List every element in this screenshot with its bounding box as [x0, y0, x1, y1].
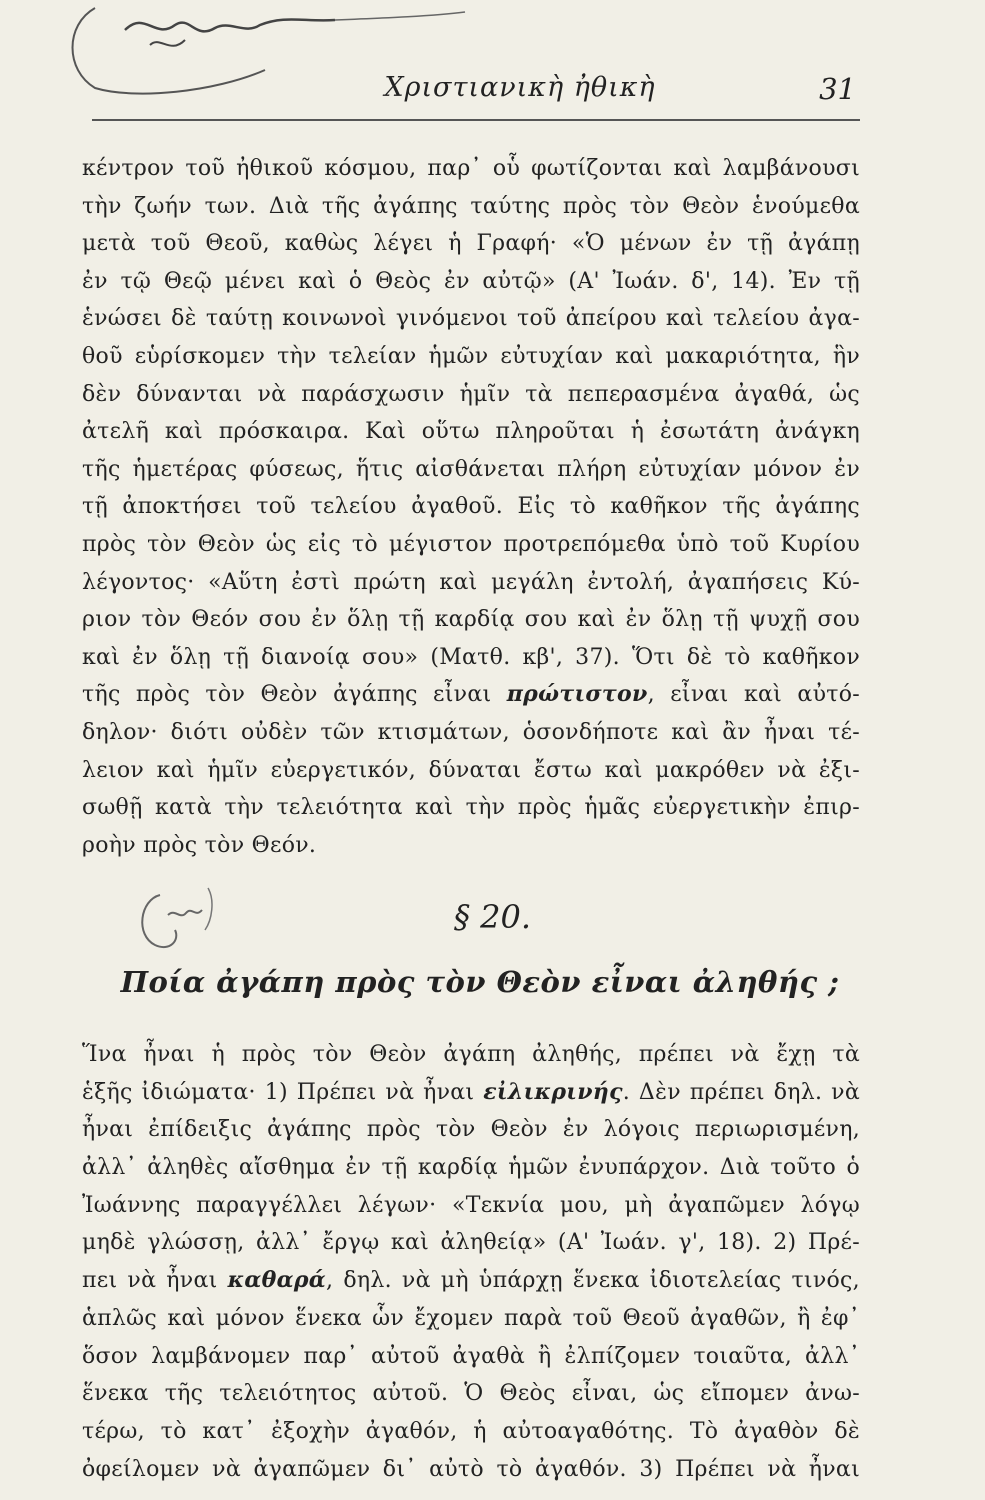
section-number: § 20. — [453, 898, 532, 936]
header-rule — [92, 119, 860, 121]
paragraph-1 — [82, 150, 860, 864]
text-line: δὲν δύνανται νὰ παράσχωσιν ἡμῖν τὰ πεπερασμένα ἀγαθά, ὡς — [82, 381, 860, 407]
text-line: μηδὲ γλώσσῃ, ἀλλ᾿ ἔργῳ καὶ ἀληθείᾳ» (Α' Ἰωάν. γ', 18). 2) Πρέ- — [82, 1230, 860, 1256]
text-line: Ἵνα ἦναι ἡ πρὸς τὸν Θεὸν ἀγάπη ἀληθής, πρέπει νὰ ἔχῃ τὰ — [82, 1042, 860, 1067]
text-line: σωθῇ κατὰ τὴν τελειότητα καὶ τὴν πρὸς ἡμᾶς εὐεργετικὴν ἐπιρ- — [82, 795, 860, 821]
text-line: θοῦ εὑρίσκομεν τὴν τελείαν ἡμῶν εὐτυχίαν καὶ μακαριότητα, ἣν — [82, 343, 860, 369]
text-line: Ἰωάννης παραγγέλλει λέγων· «Τεκνία μου, μὴ ἀγαπῶμεν λόγῳ — [82, 1192, 860, 1218]
text-line: καὶ ἐν ὅλῃ τῇ διανοίᾳ σου» (Ματθ. κβ', 37). Ὅτι δὲ τὸ καθῆκον — [82, 644, 860, 670]
text-line: πρὸς τὸν Θεὸν ὡς εἰς τὸ μέγιστον προτρεπόμεθα ὑπὸ τοῦ Κυρίου — [82, 531, 860, 557]
text-line: κέντρον τοῦ ἠθικοῦ κόσμου, παρ᾿ οὗ φωτίζονται καὶ λαμβάνουσι — [82, 156, 860, 181]
page-header — [100, 72, 860, 112]
text-line: ἁπλῶς καὶ μόνον ἕνεκα ὧν ἔχομεν παρὰ τοῦ Θεοῦ ἀγαθῶν, ἢ ἐφ᾿ — [82, 1305, 860, 1331]
text-line: τὴν ζωήν των. Διὰ τῆς ἀγάπης ταύτης πρὸς τὸν Θεὸν ἑνούμεθα — [82, 193, 860, 219]
text-line: πει νὰ ἦναι καθαρά, δηλ. νὰ μὴ ὑπάρχῃ ἕνεκα ἰδιοτελείας τινός, — [82, 1267, 860, 1294]
text-line: τῇ ἀποκτήσει τοῦ τελείου ἀγαθοῦ. Εἰς τὸ καθῆκον τῆς ἀγάπης — [82, 494, 860, 520]
text-line: ριον τὸν Θεόν σου ἐν ὅλῃ τῇ καρδίᾳ σου καὶ ἐν ὅλῃ τῇ ψυχῇ σου — [82, 607, 860, 633]
text-line: ἀτελῆ καὶ πρόσκαιρα. Καὶ οὕτω πληροῦται ἡ ἐσωτάτη ἀνάγκη — [82, 419, 860, 445]
text-line: δηλον· διότι οὐδὲν τῶν κτισμάτων, ὁσονδήποτε καὶ ἂν ἦναι τέ- — [82, 719, 860, 745]
section-title: Ποία ἀγάπη πρὸς τὸν Θεὸν εἶναι ἀληθής ; — [120, 965, 840, 999]
text-line: ροὴν πρὸς τὸν Θεόν. — [82, 832, 317, 858]
text-line: τῆς ἡμετέρας φύσεως, ἥτις αἰσθάνεται πλήρη εὐτυχίαν μόνον ἐν — [82, 456, 860, 482]
running-head: Χριστιανικὴ ἠθικὴ — [384, 72, 656, 103]
text-line: ἀλλ᾿ ἀληθὲς αἴσθημα ἐν τῇ καρδίᾳ ἡμῶν ἐνυπάρχον. Διὰ τοῦτο ὁ — [82, 1155, 860, 1181]
text-line: ὅσον λαμβάνομεν παρ᾿ αὐτοῦ ἀγαθὰ ἢ ἐλπίζομεν τοιαῦτα, ἀλλ᾿ — [82, 1343, 860, 1369]
page-number: 31 — [819, 72, 856, 106]
emphasized-term: καθαρά — [227, 1267, 326, 1294]
text-line: ὀφείλομεν νὰ ἀγαπῶμεν δι᾿ αὐτὸ τὸ ἀγαθόν. 3) Πρέπει νὰ ἦναι — [82, 1456, 860, 1482]
text-line: ἕνεκα τῆς τελειότητος αὐτοῦ. Ὁ Θεὸς εἶναι, ὡς εἴπομεν ἀνω- — [82, 1381, 860, 1407]
emphasized-term: εἰλικρινής — [483, 1078, 623, 1105]
text-line: ἑνώσει δὲ ταύτῃ κοινωνοὶ γινόμενοι τοῦ ἀπείρου καὶ τελείου ἀγα- — [82, 306, 860, 332]
text-line: λέγοντος· «Αὕτη ἐστὶ πρώτη καὶ μεγάλη ἐντολή, ἀγαπήσεις Κύ- — [82, 569, 860, 595]
paragraph-2 — [82, 1036, 860, 1488]
text-line: ἑξῆς ἰδιώματα· 1) Πρέπει νὰ ἦναι εἰλικρινής. Δὲν πρέπει δηλ. νὰ — [82, 1078, 860, 1105]
text-line: τῆς πρὸς τὸν Θεὸν ἀγάπης εἶναι πρώτιστον, εἶναι καὶ αὐτό- — [82, 681, 861, 708]
text-line: λειον καὶ ἡμῖν εὐεργετικόν, δύναται ἔστω καὶ μακρόθεν νὰ ἐξι- — [82, 757, 860, 783]
text-line: ἦναι ἐπίδειξις ἀγάπης πρὸς τὸν Θεὸν ἐν λόγοις περιωρισμένη, — [82, 1117, 860, 1143]
text-line: μετὰ τοῦ Θεοῦ, καθὼς λέγει ἡ Γραφή· «Ὁ μένων ἐν τῇ ἀγάπῃ — [82, 231, 860, 257]
text-line: ἐν τῷ Θεῷ μένει καὶ ὁ Θεὸς ἐν αὐτῷ» (Α' Ἰωάν. δ', 14). Ἐν τῇ — [82, 268, 860, 294]
emphasized-term: πρώτιστον — [506, 681, 648, 708]
text-line: τέρω, τὸ κατ᾿ ἐξοχὴν ἀγαθόν, ἡ αὐτοαγαθότης. Τὸ ἀγαθὸν δὲ — [82, 1418, 860, 1444]
